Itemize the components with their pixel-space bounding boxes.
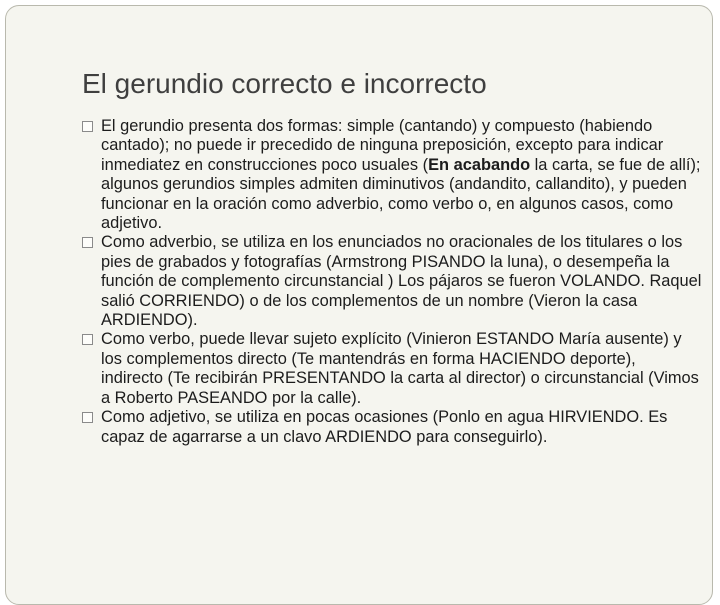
bullet-item	[82, 117, 702, 233]
bullet-item	[82, 330, 702, 408]
slide-body	[82, 117, 702, 447]
bullet-text-part: El gerundio presenta dos formas: simple (cantando) y compuesto (habiendo cantado); no puede ir precedido de ninguna preposición, excepto para indicar inmediatez en construcciones poco usuales (	[101, 117, 664, 174]
bullet-item	[82, 233, 702, 330]
square-bullet-icon	[82, 237, 93, 248]
square-bullet-icon	[82, 121, 93, 132]
square-bullet-icon	[82, 334, 93, 345]
bullet-text: Como adverbio, se utiliza en los enunciados no oracionales de los titulares o los pies de grabados y fotografías (Armstrong PISANDO la luna), o desempeña la función de complemento circunstancial ) Los pájaros se fueron VOLANDO. Raquel salió CORRIENDO) o de los complementos de un nombre (Vieron la casa ARDIENDO).	[101, 233, 702, 330]
bullet-text-bold: En acabando	[428, 155, 531, 174]
slide-title: El gerundio correcto e incorrecto	[82, 68, 487, 99]
bullet-text: Como verbo, puede llevar sujeto explícito (Vinieron ESTANDO María ausente) y los complementos directo (Te mantendrás en forma HACIENDO deporte), indirecto (Te recibirán PRESENTANDO la carta al director) o circunstancial (Vimos a Roberto PASEANDO por la calle).	[101, 330, 699, 407]
bullet-text-part: la carta, se fue de allí); algunos gerundios simples admiten diminutivos (andandito, callandito), y pueden funcionar en la oración como adverbio, como verbo o, en algunos casos, como adjetivo.	[101, 155, 701, 233]
bullet-text: Como adjetivo, se utiliza en pocas ocasiones (Ponlo en agua HIRVIENDO. Es capaz de agarrarse a un clavo ARDIENDO para conseguirlo).	[101, 408, 668, 446]
bullet-item	[82, 408, 702, 447]
square-bullet-icon	[82, 412, 93, 423]
